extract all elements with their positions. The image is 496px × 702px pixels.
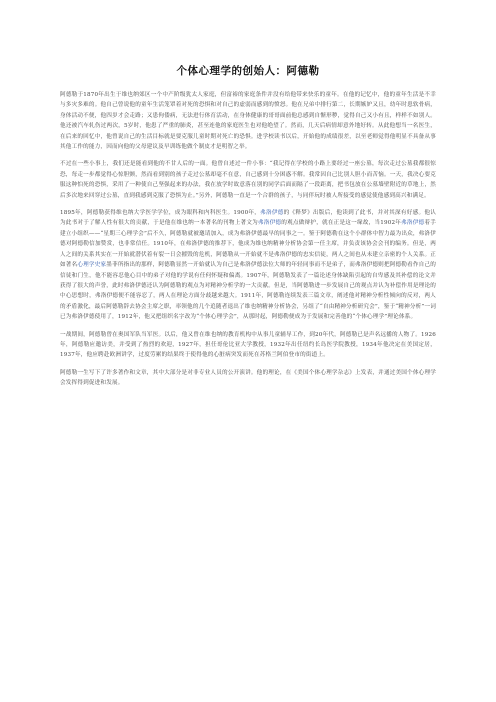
inline-link[interactable]: 心理学史家 bbox=[77, 262, 107, 269]
paragraph-text: 阿德勒于1870年出生于维也纳郊区一个中产阶级犹太人家庭，但富裕的家庭条件并没有给他带来快乐的童年。在他的记忆中，他的童年生活是不幸与多灾多难的。他自己曾说他的童年生活笼罩着对死的恐惧和对自己的虚弱而感到的愤怒。他在兄弟中排行第二，长期嫉妒又且，幼年时患软骨病，身体活动不便，他四岁才会走路；又患佝偻病，无法进行体育活动，在身体健康的哥哥面前他总感到自惭形秽，觉得自己又小有且，样样不如别人。他还被汽车轧伤过两次，5岁时，他患了严重的肺炎，甚至连他的家庭医生也对他绝望了。然而，几天后病情却意外地好转。从此他想当一名医生，在后来的回忆中，他曾说自己的生活目标就是要克服儿童时期对死亡的恐惧。进学校读书以后，开始他的成绩很差，以至老师觉得他明显不具备从事其他工作的能力，因而向他的父母建议及早训练他做个制皮才是明智之举。 bbox=[60, 92, 436, 151]
document-title: 个体心理学的创始人：阿德勒 bbox=[176, 65, 320, 77]
document-body bbox=[60, 90, 436, 389]
paragraph-text: 阿德勒一生写下了许多著作和文章，其中大部分是对非专业人员的公开演讲。他的理论，在《美国个体心理学杂志》上发表，并通过美国个体心理学会发挥得到促进和发展。 bbox=[60, 369, 436, 387]
paragraph-text: 的观点做辩护，就在正是这一缘故，当1902年 bbox=[281, 220, 402, 227]
paragraph bbox=[60, 159, 436, 201]
paragraph-text: 不过在一些小事上，我们还是能看到他的不甘人后的一面。他曾自述过一件小事：“我记得在学校的小路上要经过一座公墓，每次走过公墓我都很惊恐，每走一步都觉得心惊胆颤，然而看到别的孩子走过公墓却毫不在意，自己感到十分困惑不解。我常因自己比别人胆小而苦恼。一天，我决心要克服这种怕死的恐惧，采用了一种使自己坚强起来的办法，我在放学时故意落在别的同学后面而隔了一段距离，把书包放在公墓墙壁附近的草地上，然后多次地来回穿过公墓，直到我感到克服了恐惧为止。”另外，阿德勒一直是一个合群的孩子，与同伴玩时被人所接受的感觉使他感到高兴和满足。 bbox=[60, 161, 436, 199]
inline-link[interactable]: 弗洛伊德 bbox=[257, 220, 282, 227]
paragraph-text: 一战期间，阿德勒曾在奥国军队当军医。以后，他又曾在维也纳的教育机构中从事儿童辅导工作，到20年代，阿德勒已是声名远播的人物了。1926年，阿德勒应邀访美，并受到了热烈的欢迎，1927年，担任哥伦比亚大学教授，1932年出任纽约长岛医学院教授，1934年他决定在美国定居，1937年，他应聘赴欧洲讲学，过度劳累的结果终于使得他的心脏病突发而死在苏格兰阿伯登市的街道上。 bbox=[60, 331, 436, 359]
paragraph bbox=[60, 330, 436, 361]
paragraph-text: 墨菲所指出的那样，阿德勒显然一开始就认为自己是弗洛伊德法位大师的年轻同事而不是弟子，而弗洛伊德则把阿德勒看作自己的信徒和门生，他不能容忍他心目中的弟子对他的学说有任何怀疑和偏离。1907年，阿德勒发表了一篇论述身体缺陷引起的自卑感及其补偿的论文并获得了很大的声誉，此时弗洛伊德还认为阿德勒的观点为对精神分析学的一大贡献。但是，当阿德勒进一步发展自己的观点并认为补偿作用是理论的中心思想时，弗洛伊德便不能容忍了，两人在理论方面分歧越来越大。1911年，阿德勒连续发表三篇文章，阐述他对精神分析性倾向的反对，两人的矛盾激化，最后阿德勒辞去协会主席之职，率领他的几个追随者退出了维也纳精神分析协会，另组了“自由精神分析研究会”，鉴于“精神分析”一词已为弗洛伊德使用了，1912年，他又把组织名字改为“个体心理学会”，从那时起，阿德勒便成为于发展和完善他的“个体心理学”理论体系。 bbox=[60, 262, 437, 321]
paragraph bbox=[60, 90, 436, 152]
paragraph-text: 的《释梦》出版后，他读到了此书，并对其深有好感。他认为此书对于了解人性有很大的贡献，于是他在维也纳一本著名的刊物上著文为 bbox=[60, 210, 436, 227]
inline-link[interactable]: 弗洛伊德 bbox=[260, 210, 284, 217]
paragraph bbox=[60, 208, 436, 322]
paragraph-text: 1895年，阿德勒获得维也纳大学医学学位，成为眼科和内科医生。1900年， bbox=[60, 210, 261, 217]
paragraph bbox=[60, 368, 436, 389]
inline-link[interactable]: 弗洛伊德 bbox=[401, 220, 425, 227]
paragraph-text: 着手建立小组织——“星期三心理学会”后不久，阿德勒就被邀请加入，成为弗洛伊德最早的同事之一。鉴于阿德勒在这个小群体中智力最为出众，弗洛伊德对阿德勒信加赞赏，也非常信任。1910年，在弗洛伊德的推荐下，他成为维也纳精神分析协会第一任主席，并负责该协会会刊的编务。但是，两人之间的关系其实在一开始就潜伏着有裂一日会摧毁的危机，阿德勒从一开始就不是弗洛伊德的忠实信徒，两人之间也从未建立亲密的个人关系。正如著名 bbox=[60, 220, 436, 269]
